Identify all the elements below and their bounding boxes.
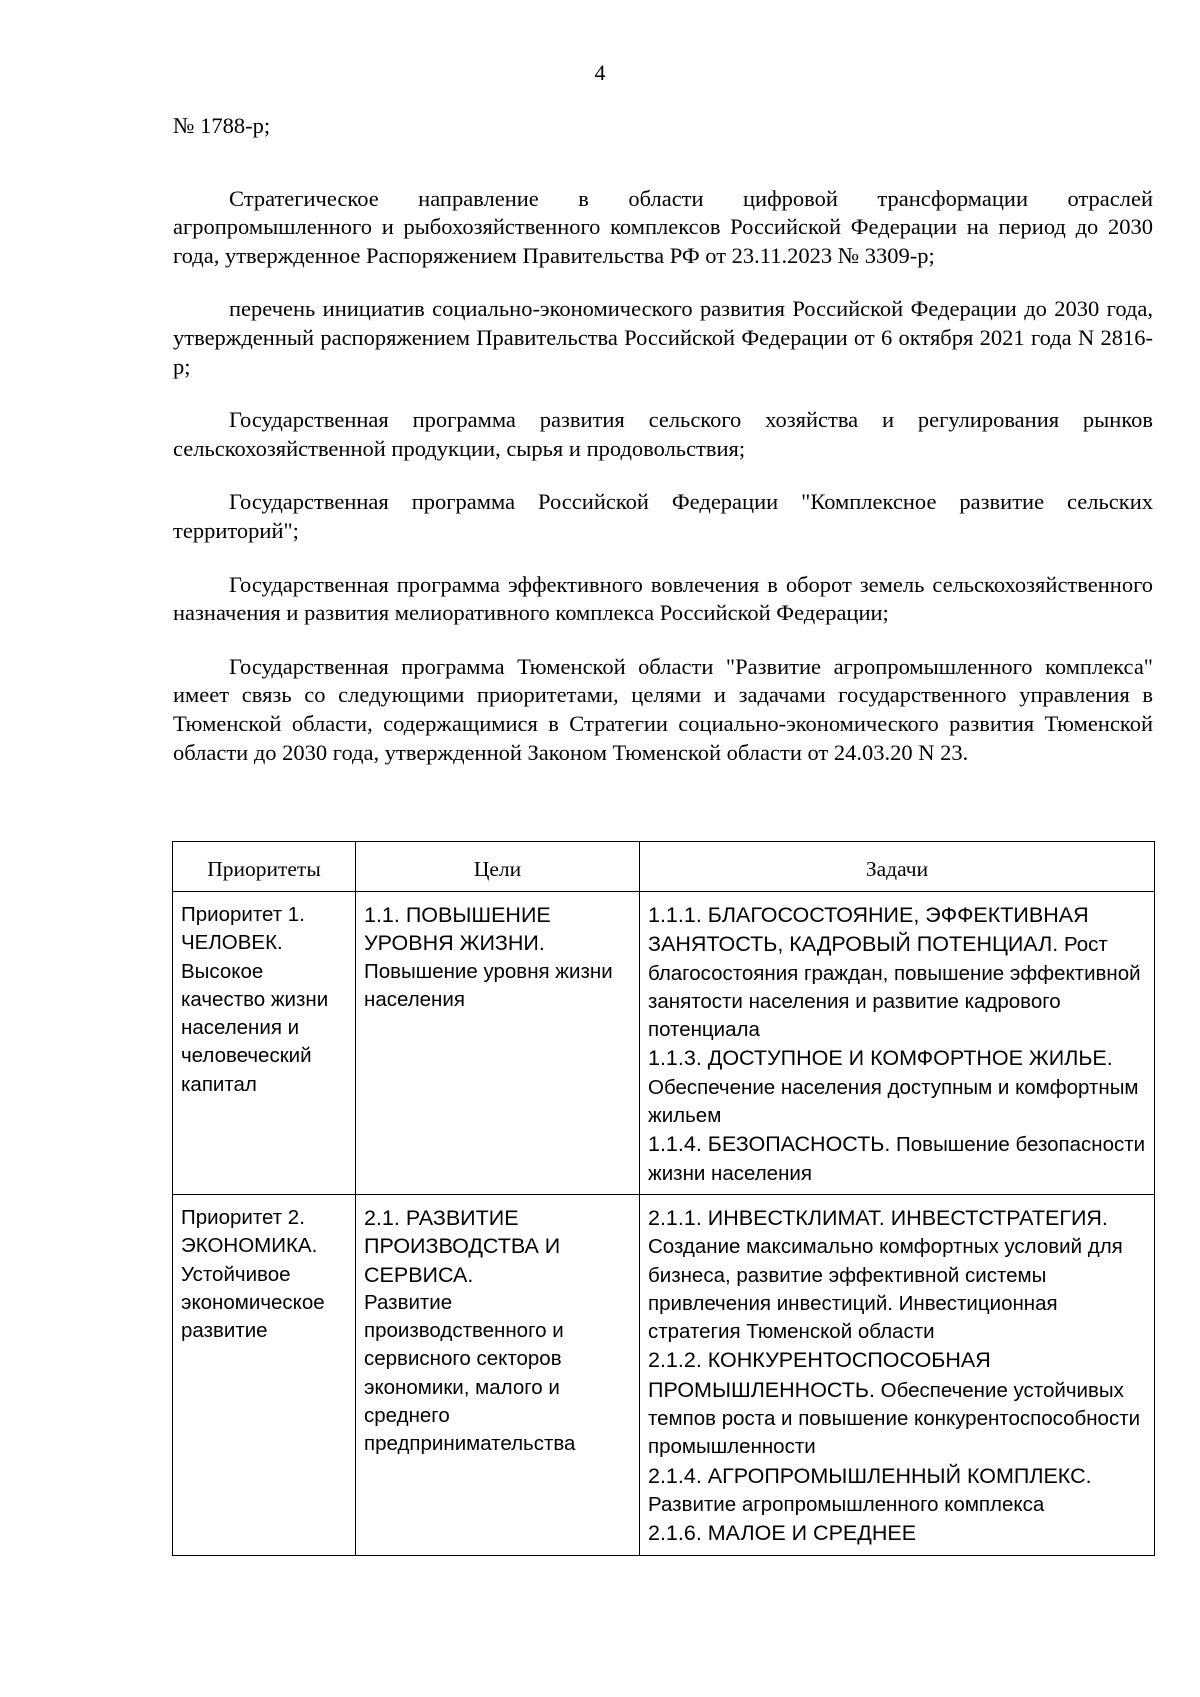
tasks-cell (640, 1194, 1155, 1555)
paragraph-initiatives-list: перечень инициатив социально-экономического развития Российской Федерации до 2030 года, утвержденный распоряжением Правительства Российской Федерации от 6 октября 2021 года N 2816-р; (173, 296, 1153, 379)
goal-title: 2.1. РАЗВИТИЕ ПРОИЗВОДСТВА И СЕРВИСА. (364, 1205, 561, 1287)
goal-title: 1.1. ПОВЫШЕНИЕ УРОВНЯ ЖИЗНИ. (364, 903, 551, 956)
goal-cell (356, 892, 640, 1195)
header-priorities: Приоритеты (173, 842, 356, 892)
task-title: 2.1.2. КОНКУРЕНТОСПОСОБНАЯ ПРОМЫШЛЕННОСТЬ. (648, 1348, 991, 1402)
table-row (173, 892, 1155, 1195)
paragraph-rural-development-program: Государственная программа Российской Федерации "Комплексное развитие сельских территорий"; (173, 489, 1153, 543)
paragraph-agriculture-program: Государственная программа развития сельского хозяйства и регулирования рынков сельскохозяйственной продукции, сырья и продовольствия; (173, 407, 1153, 461)
task-description: Рост благосостояния граждан, повышение эффективной занятости населения и развитие кадрового потенциала (648, 933, 1141, 1042)
task-description: Повышение безопасности жизни населения (648, 1133, 1146, 1185)
paragraph-land-melioration-program: Государственная программа эффективного вовлечения в оборот земель сельскохозяйственного назначения и развития мелиоративного комплекса Российской Федерации; (173, 571, 1153, 626)
task-description: Создание максимально комфортных условий для бизнеса, развитие эффективной системы привлечения инвестиций. Инвестиционная стратегия Тюменской области (648, 1235, 1123, 1344)
header-tasks: Задачи (640, 842, 1155, 892)
tasks-cell (640, 892, 1155, 1195)
document-body (173, 112, 1153, 792)
priorities-table (172, 841, 1155, 1556)
task-title: 1.1.1. БЛАГОСОСТОЯНИЕ, ЭФФЕКТИВНАЯ ЗАНЯТОСТЬ, КАДРОВЫЙ ПОТЕНЦИАЛ. (648, 903, 1089, 957)
priority-code: Приоритет 2. (181, 1205, 305, 1229)
task-description: Обеспечение устойчивых темпов роста и повышение конкурентоспособности промышленности (648, 1378, 1141, 1459)
paragraph-tyumen-program: Государственная программа Тюменской области "Развитие агропромышленного комплекса" имеет связь со следующими приоритетами, целями и задачами государственного управления в Тюменской области, содержащимися в Стратегии социально-экономического развития Тюменской области до 2030 года, утвержденной Законом Тюменской области от 24.03.20 N 23. (173, 653, 1153, 765)
task-title: 2.1.4. АГРОПРОМЫШЛЕННЫЙ КОМПЛЕКС. (648, 1463, 1092, 1488)
table-header-row (173, 842, 1155, 892)
task-title: 1.1.4. БЕЗОПАСНОСТЬ. (648, 1132, 891, 1157)
goal-description: Повышение уровня жизни населения (364, 959, 613, 1011)
priority-code: Приоритет 1. (181, 903, 305, 926)
task-description: Развитие агропромышленного комплекса (648, 1492, 1045, 1516)
goal-cell (356, 1194, 640, 1555)
task-title: 2.1.1. ИНВЕСТКЛИМАТ. ИНВЕСТСТРАТЕГИЯ. (648, 1205, 1108, 1230)
header-goals: Цели (356, 842, 640, 892)
priority-cell (173, 892, 356, 1195)
paragraph-order-number: № 1788-р; (173, 113, 271, 138)
task-description: Обеспечение населения доступным и комфортным жильем (648, 1075, 1139, 1128)
task-title: 1.1.3. ДОСТУПНОЕ И КОМФОРТНОЕ ЖИЛЬЕ. (648, 1046, 1113, 1071)
goal-description: Развитие производственного и сервисного секторов экономики, малого и среднего предпринимательства (364, 1290, 576, 1456)
page-number: 4 (594, 60, 606, 85)
paragraph-digital-transformation: Стратегическое направление в области цифровой трансформации отраслей агропромышленного и рыбохозяйственного комплексов Российской Федерации на период до 2030 года, утвержденное Распоряжением Правительства РФ от 23.11.2023 № 3309-р; (173, 185, 1153, 268)
priority-cell (173, 1194, 356, 1555)
task-title: 2.1.6. МАЛОЕ И СРЕДНЕЕ (648, 1521, 917, 1546)
table-row (173, 1194, 1155, 1555)
priority-name: ЭКОНОМИКА. (181, 1234, 318, 1258)
priority-description: Высокое качество жизни населения и человеческий капитал (181, 959, 329, 1096)
priority-name: ЧЕЛОВЕК. (181, 931, 283, 955)
priority-description: Устойчивое экономическое развитие (181, 1262, 325, 1343)
